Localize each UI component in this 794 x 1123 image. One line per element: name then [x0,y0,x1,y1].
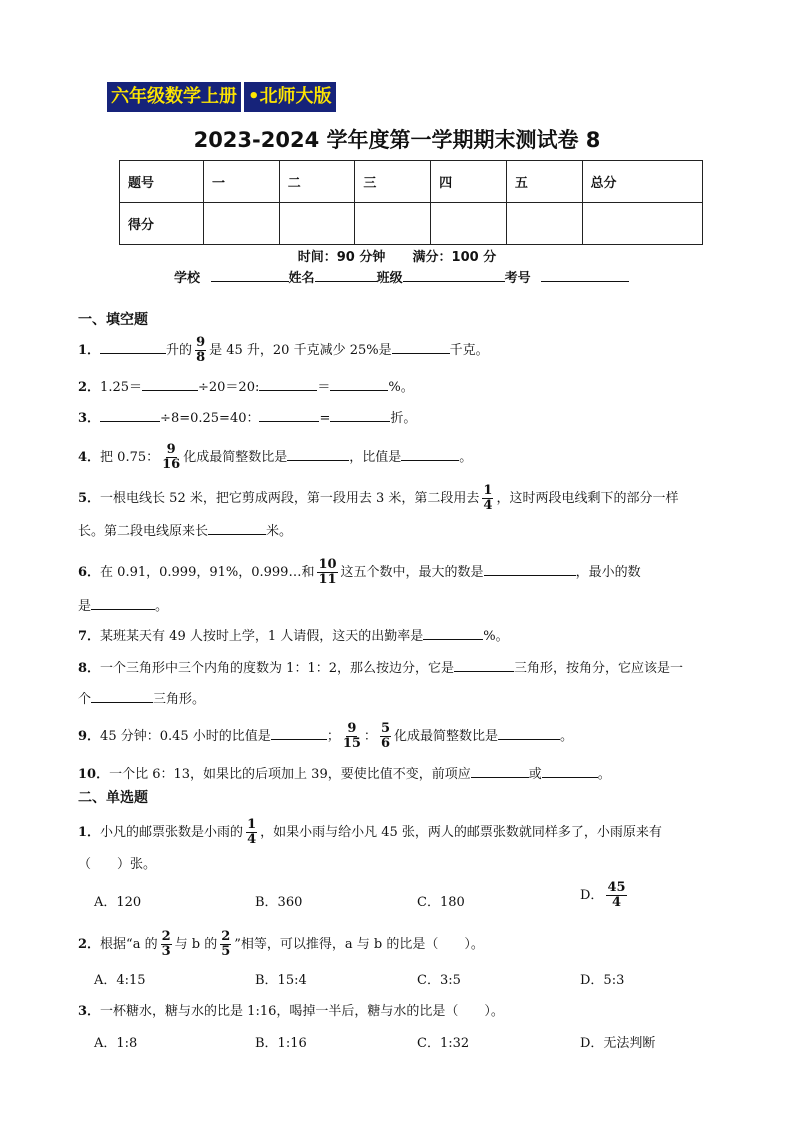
exam-info [0,246,794,265]
grade-badge [107,82,336,112]
question-6-cont: 是 。 [78,599,169,614]
answer-blank[interactable] [91,597,155,610]
fraction: $\frac{2}{5}$ [221,929,231,959]
option-b[interactable]: B．360 [255,895,303,910]
score-cell-2: 二 [279,161,355,203]
answer-blank[interactable] [100,341,166,354]
question-1: 1． 升的 $\frac{9}{8}$ 是 45 升，20 千克减少 25%是 千克。 [78,335,489,365]
answer-blank[interactable] [287,448,349,461]
score-cell-1: 一 [204,161,280,203]
fraction: $\frac{10}{11}$ [318,557,337,587]
badge-grade: 六年级数学上册 [107,82,241,112]
answer-blank[interactable] [208,522,266,535]
score-input[interactable] [279,203,355,245]
exam-no-label: 考号 [504,271,531,286]
answer-blank[interactable] [259,409,319,422]
answer-blank[interactable] [330,409,390,422]
answer-blank[interactable] [100,409,160,422]
class-label: 班级 [376,271,403,286]
answer-blank[interactable] [259,378,317,391]
answer-blank[interactable] [91,690,153,703]
score-table-header-row [120,161,703,203]
student-info [174,267,629,286]
fraction: $\frac{45}{4}$ [607,880,626,910]
score-input[interactable] [204,203,280,245]
exam-time: 时间：90 分钟 [297,250,386,265]
fraction: $\frac{1}{4}$ [247,817,257,847]
badge-edition: •北师大版 [244,82,336,112]
question-5: 5．一根电线长 52 米，把它剪成两段，第一段用去 3 米，第二段用去 $\frac{1}{4}$ ，这时两段电线剩下的部分一样 [78,483,679,513]
option-b[interactable]: B．15:4 [255,973,307,988]
score-cell-5: 五 [506,161,582,203]
fraction: $\frac{2}{3}$ [161,929,171,959]
score-input[interactable] [355,203,431,245]
fraction: $\frac{1}{4}$ [483,483,493,513]
answer-blank[interactable] [142,378,198,391]
question-10: 10．一个比 6：13，如果比的后项加上 39，要使比值不变，前项应 或 。 [78,767,611,782]
fraction: $\frac{5}{6}$ [380,721,390,751]
question-3: 3． ÷8=0.25=40： = 折。 [78,411,417,426]
class-field[interactable] [403,269,505,282]
answer-blank[interactable] [330,378,388,391]
fraction: $\frac{9}{8}$ [196,335,206,365]
score-cell-label: 题号 [120,161,204,203]
question-4: 4．把 0.75： $\frac{9}{16}$ 化成最简整数比是 ，比值是 。 [78,442,473,472]
name-field[interactable] [315,269,377,282]
option-d[interactable]: D．5:3 [580,973,625,988]
question-9: 9．45 分钟：0.45 小时的比值是 ； $\frac{9}{15}$ ： $\frac{5}{6}$ 化成最简整数比是 。 [78,721,574,751]
answer-blank[interactable] [542,765,598,778]
score-row-label: 得分 [120,203,204,245]
answer-blank[interactable] [498,727,560,740]
score-cell-total: 总分 [582,161,702,203]
option-b[interactable]: B．1:16 [255,1036,307,1051]
answer-blank[interactable] [392,341,450,354]
score-input[interactable] [431,203,507,245]
option-d[interactable]: D． $\frac{45}{4}$ [580,880,626,910]
score-input[interactable] [582,203,702,245]
question-5-cont: 长。第二段电线原来长 米。 [78,524,293,539]
choice-question-1: 1．小凡的邮票张数是小雨的 $\frac{1}{4}$ ，如果小雨与给小凡 45 张，两人的邮票张数就同样多了，小雨原来有 [78,817,662,847]
question-8: 8．一个三角形中三个内角的度数为 1：1：2，那么按边分，它是 三角形，按角分，它应该是一 [78,661,684,676]
answer-blank[interactable] [423,627,483,640]
score-cell-4: 四 [431,161,507,203]
fraction: $\frac{9}{16}$ [162,442,181,472]
option-c[interactable]: C．3:5 [417,973,461,988]
question-8-cont: 个 三角形。 [78,692,206,707]
score-cell-3: 三 [355,161,431,203]
option-a[interactable]: A．120 [94,895,142,910]
fraction: $\frac{9}{15}$ [342,721,361,751]
score-input[interactable] [506,203,582,245]
option-d[interactable]: D．无法判断 [580,1036,656,1051]
section-fill-title: 一、填空题 [78,312,148,328]
choice-question-2: 2．根据“a 的 $\frac{2}{3}$ 与 b 的 $\frac{2}{5}$ ”相等，可以推得，a 与 b 的比是（ ）。 [78,929,484,959]
page-title: 2023-2024 学年度第一学期期末测试卷 8 [193,128,601,152]
answer-blank[interactable] [484,563,576,576]
choice-question-1-cont: （ ）张。 [78,857,157,872]
answer-blank[interactable] [471,765,529,778]
answer-blank[interactable] [401,448,459,461]
exam-no-field[interactable] [541,269,629,282]
option-c[interactable]: C．180 [417,895,465,910]
choice-question-3: 3．一杯糖水，糖与水的比是 1:16，喝掉一半后，糖与水的比是（ ）。 [78,1004,504,1019]
section-choice-title: 二、单选题 [78,790,148,806]
option-a[interactable]: A．4:15 [94,973,146,988]
exam-full-score: 满分：100 分 [412,250,497,265]
option-a[interactable]: A．1:8 [94,1036,138,1051]
option-c[interactable]: C．1:32 [417,1036,470,1051]
answer-blank[interactable] [454,659,514,672]
question-7: 7．某班某天有 49 人按时上学，1 人请假，这天的出勤率是 %。 [78,629,509,644]
school-label: 学校 [174,271,201,286]
score-table [119,160,703,245]
score-table-score-row [120,203,703,245]
answer-blank[interactable] [271,727,327,740]
question-2: 2．1.25＝ ÷20＝20: ＝ %。 [78,380,414,395]
school-field[interactable] [211,269,289,282]
name-label: 姓名 [288,271,315,286]
question-6: 6．在 0.91，0.999，91%，0.999…和 $\frac{10}{11}$ 这五个数中，最大的数是 ，最小的数 [78,557,641,587]
